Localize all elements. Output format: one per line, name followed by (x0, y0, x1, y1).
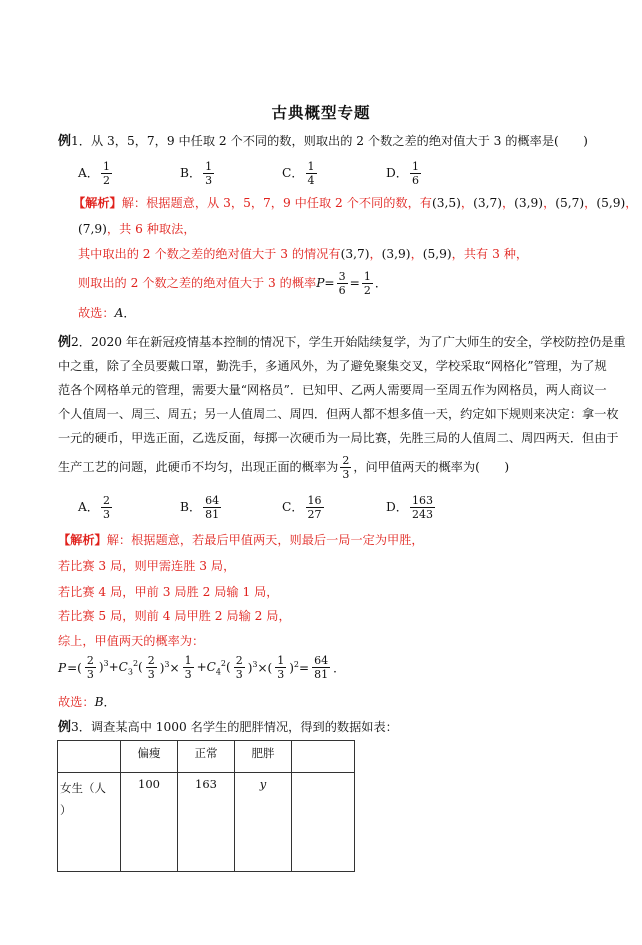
example-1-solution-line-1: 【解析】解：根据题意，从 3，5，7，9 中任取 2 个不同的数，有(3,5)，(3,7)，(3,9)，(5,7)，(5,9)， (73, 196, 638, 210)
frac-num: 16 (307, 494, 322, 507)
example-2-solution-line-4: 若比赛 5 局，则前 4 局甲胜 2 局输 2 局， (58, 609, 291, 623)
table-cell: 肥胖 (235, 741, 292, 773)
table-cell (58, 773, 121, 872)
answer-label: 故选： (78, 306, 115, 320)
prob-variable: P (316, 276, 325, 290)
option-letter: B． (180, 166, 202, 180)
solution-tag: 【解析】 (58, 533, 107, 547)
option-letter: C． (282, 166, 304, 180)
table-cell: 正常 (178, 741, 235, 773)
row-label: 女生（人 (60, 781, 106, 795)
frac-den: 81 (205, 508, 220, 521)
pair: (5,9) (422, 247, 452, 261)
solution-text: ，共 6 种取法， (106, 222, 196, 236)
option-a (78, 160, 114, 187)
frac-den: 3 (205, 174, 213, 187)
pair: (3,5) (431, 196, 461, 210)
table-cell (292, 741, 355, 773)
example-1-solution-line-3: 其中取出的 2 个数之差的绝对值大于 3 的情况有(3,7)，(3,9)，(5,9)，共有 3 种， (78, 247, 529, 261)
example-2-line-5: 一元的硬币，甲选正面，乙选反面，每掷一次硬币为一局比赛，先胜三局的人值周二、周四两天．但由于 (58, 431, 619, 445)
example-1-solution-line-4: 则取出的 2 个数之差的绝对值大于 3 的概率P= $\frac{3}{6}$ = $\frac{1}{2}$ ． (78, 270, 388, 297)
page-title: 古典概型专题 (271, 104, 371, 122)
example-2-solution-line-3: 若比赛 4 局，甲前 3 局胜 2 局输 1 局， (58, 585, 279, 599)
table-cell (292, 773, 355, 872)
table-cell: 100 (121, 773, 178, 872)
table-cell: y (235, 773, 292, 872)
table-header-row (58, 741, 355, 773)
frac-num: 2 (342, 454, 350, 467)
solution-text: 解：根据题意，从 3，5，7，9 中任取 2 个不同的数，有 (121, 196, 432, 210)
pair: (5,7) (555, 196, 585, 210)
table-row (58, 773, 355, 872)
frac-num: 2 (103, 494, 110, 507)
table-cell (58, 741, 121, 773)
pair: (5,9) (596, 196, 626, 210)
frac-den: 6 (338, 284, 346, 297)
answer-value: A (114, 306, 124, 320)
example-2-line-6 (58, 454, 509, 481)
option-b (180, 160, 216, 187)
solution-text: 则取出的 2 个数之差的绝对值大于 3 的概率 (78, 276, 317, 290)
example-3-question (58, 719, 398, 736)
frac-num: 1 (307, 160, 315, 173)
question-text: 2．2020 年在新冠疫情基本控制的情况下，学生开始陆续复学，为了广大师生的安全，学校防控仍是重 (71, 335, 626, 349)
example-2-solution-line-1 (58, 532, 424, 548)
option-c (282, 160, 319, 187)
example-2-answer: 故选：B． (58, 695, 116, 709)
frac-den: 6 (411, 174, 419, 187)
option-a (78, 494, 114, 521)
option-letter: C． (282, 500, 304, 514)
question-text: ，问甲值两天的概率为( ) (353, 460, 510, 474)
frac-num: 64 (314, 654, 329, 667)
example-2-line-1 (58, 334, 626, 351)
frac-num: 3 (338, 270, 346, 283)
example-2-solution-line-5: 综上，甲值两天的概率为： (58, 634, 205, 648)
frac-den: 3 (103, 508, 110, 521)
pair: (3,9) (381, 247, 411, 261)
solution-text: 其中取出的 2 个数之差的绝对值大于 3 的情况有 (78, 247, 341, 261)
table-cell: 163 (178, 773, 235, 872)
option-d (386, 494, 437, 521)
example-2-line-3: 范各个网格单元的管理，需要大量“网格员”．已知甲、乙两人需要周一至周五作为网格员，两人商议一 (58, 383, 607, 397)
frac-den: 4 (307, 174, 315, 187)
option-letter: A． (78, 500, 99, 514)
question-text: 1．从 3，5，7，9 中任取 2 个不同的数，则取出的 2 个数之差的绝对值大于 3 的概率是( ) (71, 134, 588, 148)
table-cell: 偏瘦 (121, 741, 178, 773)
option-c (282, 494, 326, 521)
example-1-solution-line-2 (78, 221, 196, 237)
answer-value: B (94, 695, 104, 709)
question-text: 3．调查某高中 1000 名学生的肥胖情况，得到的数据如表： (71, 720, 398, 734)
frac-den: 2 (363, 284, 371, 297)
example-2-line-4: 个人值周一、周三、周五；另一人值周二、周四．但两人都不想多值一天，约定如下规则来决定：拿一枚 (58, 407, 619, 421)
example-label: 例 (58, 335, 72, 350)
solution-text: ，共有 3 种， (451, 247, 529, 261)
pair: (7,9) (78, 222, 107, 236)
frac-den: 2 (103, 174, 110, 187)
example-2-line-2: 中之重，除了全员要戴口罩，勤洗手，多通风外，为了避免聚集交叉，学校采取“网格化”管理，为了规 (58, 359, 607, 373)
option-d (386, 160, 423, 187)
frac-den: 243 (411, 508, 433, 521)
pair: (3,7) (340, 247, 370, 261)
frac-num: 1 (411, 160, 419, 173)
probability-formula: P =( $\frac{2}{3}$ )$^3+C_3^2$( $\frac{2}{3}$ )$^3$× $\frac{1}{3}$ $+C_4^2$( $\frac{2}{3}$ )$^3$×( $\frac{1}{3}$ )$^2$= $\frac{64}{81}$ ． (58, 654, 346, 681)
frac-num: 64 (205, 494, 220, 507)
pair: (3,7) (473, 196, 502, 210)
solution-tag: 【解析】 (73, 196, 122, 210)
frac-num: 1 (205, 160, 213, 173)
solution-text: 解：根据题意，若最后甲值两天，则最后一局一定为甲胜， (106, 533, 424, 547)
option-letter: D． (386, 166, 408, 180)
frac-den: 81 (314, 668, 329, 681)
pair: (3,9) (514, 196, 544, 210)
option-letter: A． (78, 166, 99, 180)
option-letter: D． (386, 500, 408, 514)
row-label: ） (60, 803, 72, 817)
frac-num: 163 (411, 494, 433, 507)
example-label: 例 (58, 134, 72, 149)
option-b (180, 494, 223, 521)
frac-den: 3 (342, 468, 350, 481)
data-table (57, 740, 355, 872)
frac-num: 1 (103, 160, 110, 173)
question-text: 生产工艺的问题，此硬币不均匀，出现正面的概率为 (58, 460, 339, 474)
example-label: 例 (58, 720, 72, 735)
example-1-answer: 故选：A． (78, 306, 136, 320)
example-2-solution-line-2: 若比赛 3 局，则甲需连胜 3 局， (58, 559, 236, 573)
answer-label: 故选： (58, 695, 95, 709)
frac-num: 1 (363, 270, 371, 283)
option-letter: B． (180, 500, 202, 514)
frac-den: 27 (307, 508, 322, 521)
example-1-question (58, 133, 588, 150)
